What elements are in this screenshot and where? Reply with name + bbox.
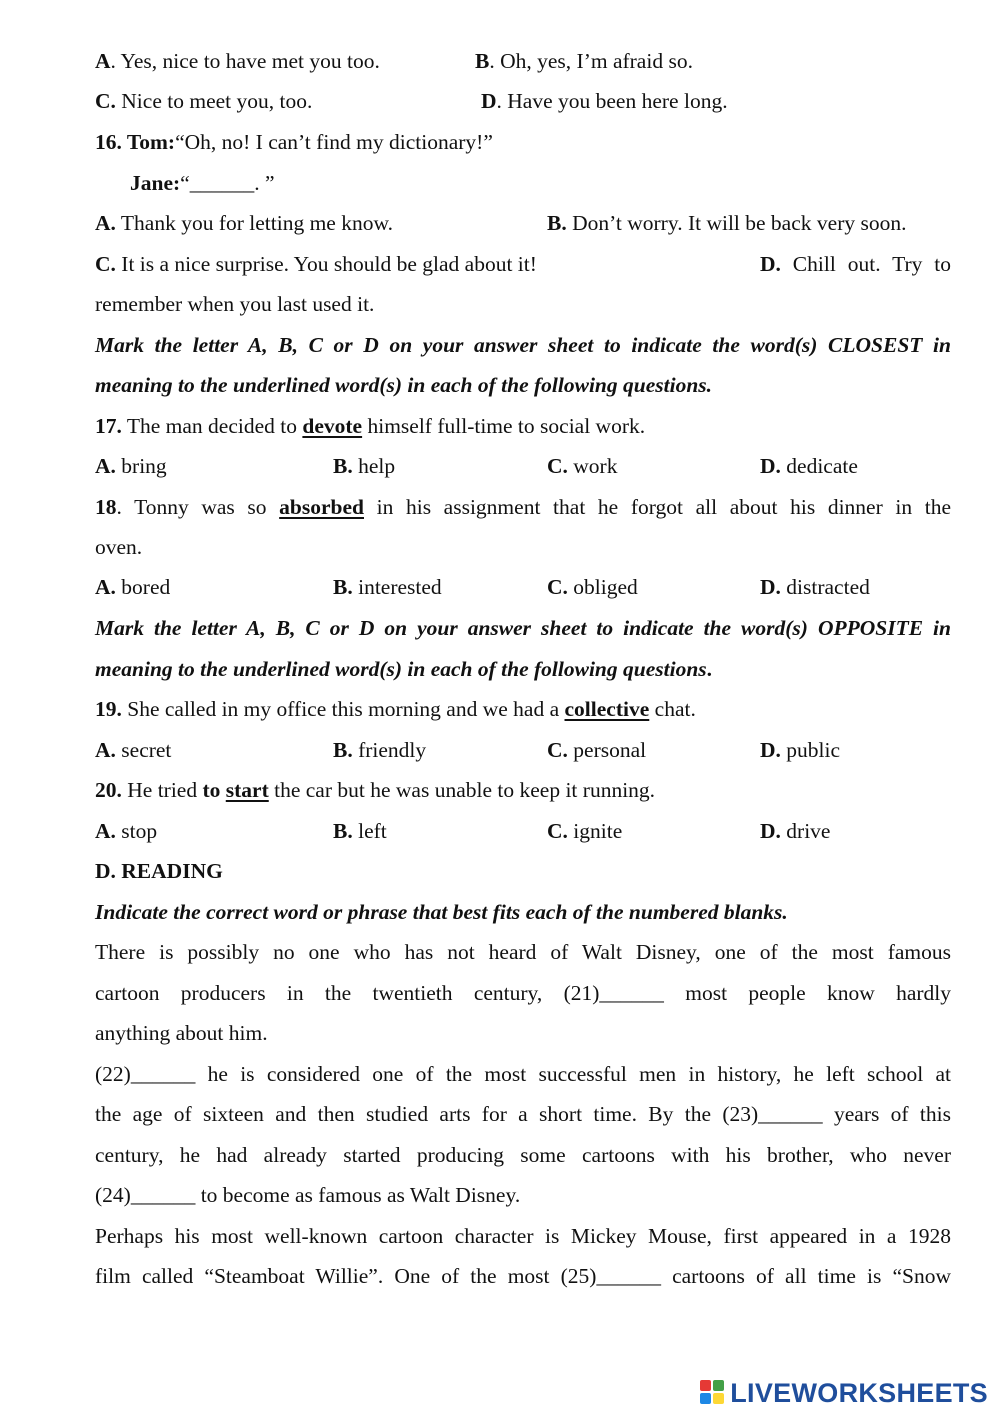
q16-option-c[interactable]: C. It is a nice surprise. You should be glad about it! [95,252,537,276]
q15-option-d[interactable]: D. Have you been here long. [481,89,728,113]
q15-option-c[interactable]: C. Nice to meet you, too. [95,89,313,113]
q18-underlined-word: absorbed [279,495,364,519]
q17-option-b[interactable]: B. help [333,454,396,478]
q19-underlined-word: collective [564,697,650,721]
liveworksheets-icon [700,1380,726,1406]
passage-line: cartoon producers in the twentieth century, (21)______ most people know hardly [95,981,951,1005]
q19-option-b[interactable]: B. friendly [333,738,427,762]
q17-underlined-word: devote [302,414,363,438]
q16-option-b[interactable]: B. Don’t worry. It will be back very soon. [547,211,907,235]
q16-option-d-continued: remember when you last used it. [95,292,375,316]
q20-option-a[interactable]: A. stop [95,819,158,843]
passage-line: film called “Steamboat Willie”. One of the most (25)______ cartoons of all time is “Snow [95,1264,951,1288]
q20-stem: 20. He tried to start the car but he was unable to keep it running. [95,778,656,802]
q16-option-a[interactable]: A. Thank you for letting me know. [95,211,393,235]
passage-line: Perhaps his most well-known cartoon character is Mickey Mouse, first appeared in a 1928 [95,1224,951,1248]
q18-option-d[interactable]: D. distracted [760,575,870,599]
q20-option-c[interactable]: C. ignite [547,819,623,843]
passage-line: anything about him. [95,1021,268,1045]
q19-option-d[interactable]: D. public [760,738,841,762]
q19-option-a[interactable]: A. secret [95,738,172,762]
q15-option-b[interactable]: B. Oh, yes, I’m afraid so. [475,49,693,73]
q17-option-a[interactable]: A. bring [95,454,167,478]
q16-response: Jane:“______. ” [130,171,275,195]
liveworksheets-logo[interactable] [700,1378,988,1408]
q18-stem: 18. Tonny was so absorbed in his assignment that he forgot all about his dinner in the [95,495,951,519]
q18-option-b[interactable]: B. interested [333,575,442,599]
instruction-opposite-line-1: Mark the letter A, B, C or D on your answer sheet to indicate the word(s) OPPOSITE in [95,616,951,640]
q16-stem: 16. Tom:“Oh, no! I can’t find my dictionary!” [95,130,493,154]
reading-instruction: Indicate the correct word or phrase that best fits each of the numbered blanks. [95,900,788,924]
passage-line: There is possibly no one who has not heard of Walt Disney, one of the most famous [95,940,951,964]
instruction-closest-line-2: meaning to the underlined word(s) in each of the following questions. [95,373,713,397]
q19-option-c[interactable]: C. personal [547,738,647,762]
q18-option-a[interactable]: A. bored [95,575,171,599]
q20-underlined-word: start [225,778,269,802]
instruction-opposite-line-2: meaning to the underlined word(s) in each of the following questions. [95,657,713,681]
q17-option-c[interactable]: C. work [547,454,618,478]
q17-stem: 17. The man decided to devote himself full-time to social work. [95,414,646,438]
brand-name: LIVEWORKSHEETS [730,1377,988,1408]
instruction-closest-line-1: Mark the letter A, B, C or D on your answer sheet to indicate the word(s) CLOSEST in [95,333,951,357]
reading-heading: D. READING [95,859,223,883]
passage-line: the age of sixteen and then studied arts for a short time. By the (23)______ years of this [95,1102,951,1126]
q16-option-d[interactable]: D. Chill out. Try to [760,252,951,276]
q18-option-c[interactable]: C. obliged [547,575,638,599]
q20-option-d[interactable]: D. drive [760,819,831,843]
passage-line: (24)______ to become as famous as Walt Disney. [95,1183,521,1207]
passage-line: century, he had already started producing some cartoons with his brother, who never [95,1143,951,1167]
q20-option-b[interactable]: B. left [333,819,387,843]
q18-stem-continued: oven. [95,535,143,559]
q19-stem: 19. She called in my office this morning and we had a collective chat. [95,697,696,721]
q17-option-d[interactable]: D. dedicate [760,454,858,478]
passage-line: (22)______ he is considered one of the most successful men in history, he left school at [95,1062,951,1086]
q15-option-a[interactable]: A. Yes, nice to have met you too. [95,49,380,73]
